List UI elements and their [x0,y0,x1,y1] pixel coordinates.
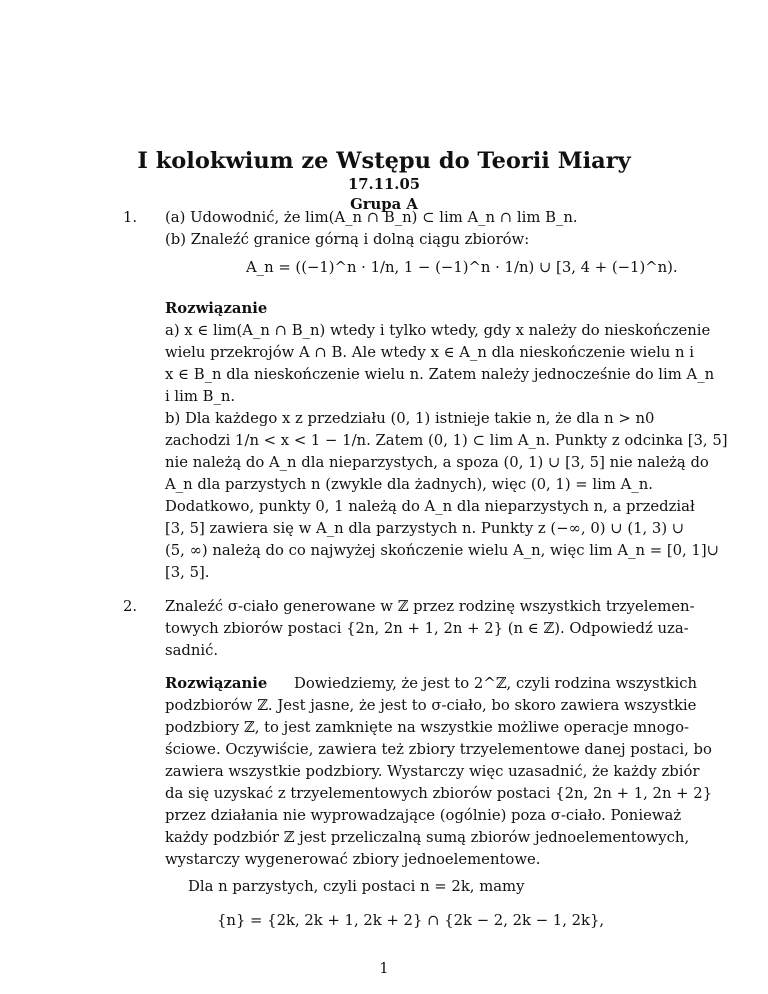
problem-2-equation-1: {n} = {2k, 2k + 1, 2k + 2} ∩ {2k − 2, 2k − 1, 2k}, [217,912,605,929]
problem-2-solution-line-4: ściowe. Oczywiście, zawiera też zbiory trzyelementowe danej postaci, bo [165,741,712,758]
problem-2-statement-line-2: towych zbiorów postaci {2n, 2n + 1, 2n + 2} (n ∈ ℤ). Odpowiedź uza- [165,620,689,637]
solution-b-line-3: nie należą do A_n dla nieparzystych, a spoza (0, 1) ∪ [3, 5] nie należą do [165,454,709,471]
page-title: I kolokwium ze Wstępu do Teorii Miary [137,148,631,174]
problem-2-number: 2. [123,598,138,615]
solution-b-line-4: A_n dla parzystych n (zwykle dla żadnych), więc (0, 1) = lim A_n. [165,476,653,493]
solution-b-line-2: zachodzi 1/n < x < 1 − 1/n. Zatem (0, 1) ⊂ lim A_n. Punkty z odcinka [3, 5] [165,432,728,449]
solution-a-line-3: x ∈ B_n dla nieskończenie wielu n. Zatem należy jednocześnie do lim A_n [165,366,715,383]
solution-a-line-2: wielu przekrojów A ∩ B. Ale wtedy x ∈ A_n dla nieskończenie wielu n i [165,344,695,361]
problem-2-solution-heading: Rozwiązanie [165,675,268,692]
problem-2-solution-line-8: każdy podzbiór ℤ jest przeliczalną sumą zbiorów jednoelementowych, [165,829,690,846]
problem-1-formula: A_n = ((−1)^n · 1/n, 1 − (−1)^n · 1/n) ∪ [3, 4 + (−1)^n). [246,259,678,276]
problem-2-solution-line-5: zawiera wszystkie podzbiory. Wystarczy więc uzasadnić, że każdy zbiór [165,763,700,780]
solution-b-line-7: (5, ∞) należą do co najwyżej skończenie wielu A_n, więc lim A_n = [0, 1]∪ [165,542,719,559]
solution-b-line-6: [3, 5] zawiera się w A_n dla parzystych n. Punkty z (−∞, 0) ∪ (1, 3) ∪ [165,520,685,537]
problem-2-solution-line-1: Dowiedziemy, że jest to 2^ℤ, czyli rodzina wszystkich [294,675,698,692]
problem-2-solution-line-3: podzbiory ℤ, to jest zamknięte na wszystkie możliwe operacje mnogo- [165,719,690,736]
problem-2-solution-line-9: wystarczy wygenerować zbiory jednoelementowe. [165,851,541,868]
problem-2-solution-line-6: da się uzyskać z trzyelementowych zbiorów postaci {2n, 2n + 1, 2n + 2} [165,785,713,802]
solution-a-line-1: a) x ∈ lim(A_n ∩ B_n) wtedy i tylko wtedy, gdy x należy do nieskończenie [165,322,711,339]
problem-2-solution-line-2: podzbiorów ℤ. Jest jasne, że jest to σ-ciało, bo skoro zawiera wszystkie [165,697,697,714]
problem-2-statement-line-1: Znaleźć σ-ciało generowane w ℤ przez rodzinę wszystkich trzyelemen- [165,598,695,615]
problem-2-solution-line-7: przez działania nie wyprowadzające (ogólnie) poza σ-ciało. Ponieważ [165,807,682,824]
page-number: 1 [379,960,389,977]
exam-group: Grupa A [350,196,418,213]
solution-b-line-1: b) Dla każdego x z przedziału (0, 1) istnieje takie n, że dla n > n0 [165,410,655,427]
problem-2-statement-line-3: sadnić. [165,642,219,659]
solution-b-line-5: Dodatkowo, punkty 0, 1 należą do A_n dla nieparzystych n, a przedział [165,498,695,515]
exam-date: 17.11.05 [347,176,421,193]
problem-1-part-b: (b) Znaleźć granice górną i dolną ciągu zbiorów: [165,231,530,248]
problem-1-solution-heading: Rozwiązanie [165,300,268,317]
problem-1-number: 1. [123,209,138,226]
problem-2-solution-line-10: Dla n parzystych, czyli postaci n = 2k, mamy [188,878,525,895]
solution-b-line-8: [3, 5]. [165,564,210,581]
solution-a-line-4: i lim B_n. [165,388,236,405]
problem-1-part-a: (a) Udowodnić, że lim(A_n ∩ B_n) ⊂ lim A_n ∩ lim B_n. [165,209,578,226]
